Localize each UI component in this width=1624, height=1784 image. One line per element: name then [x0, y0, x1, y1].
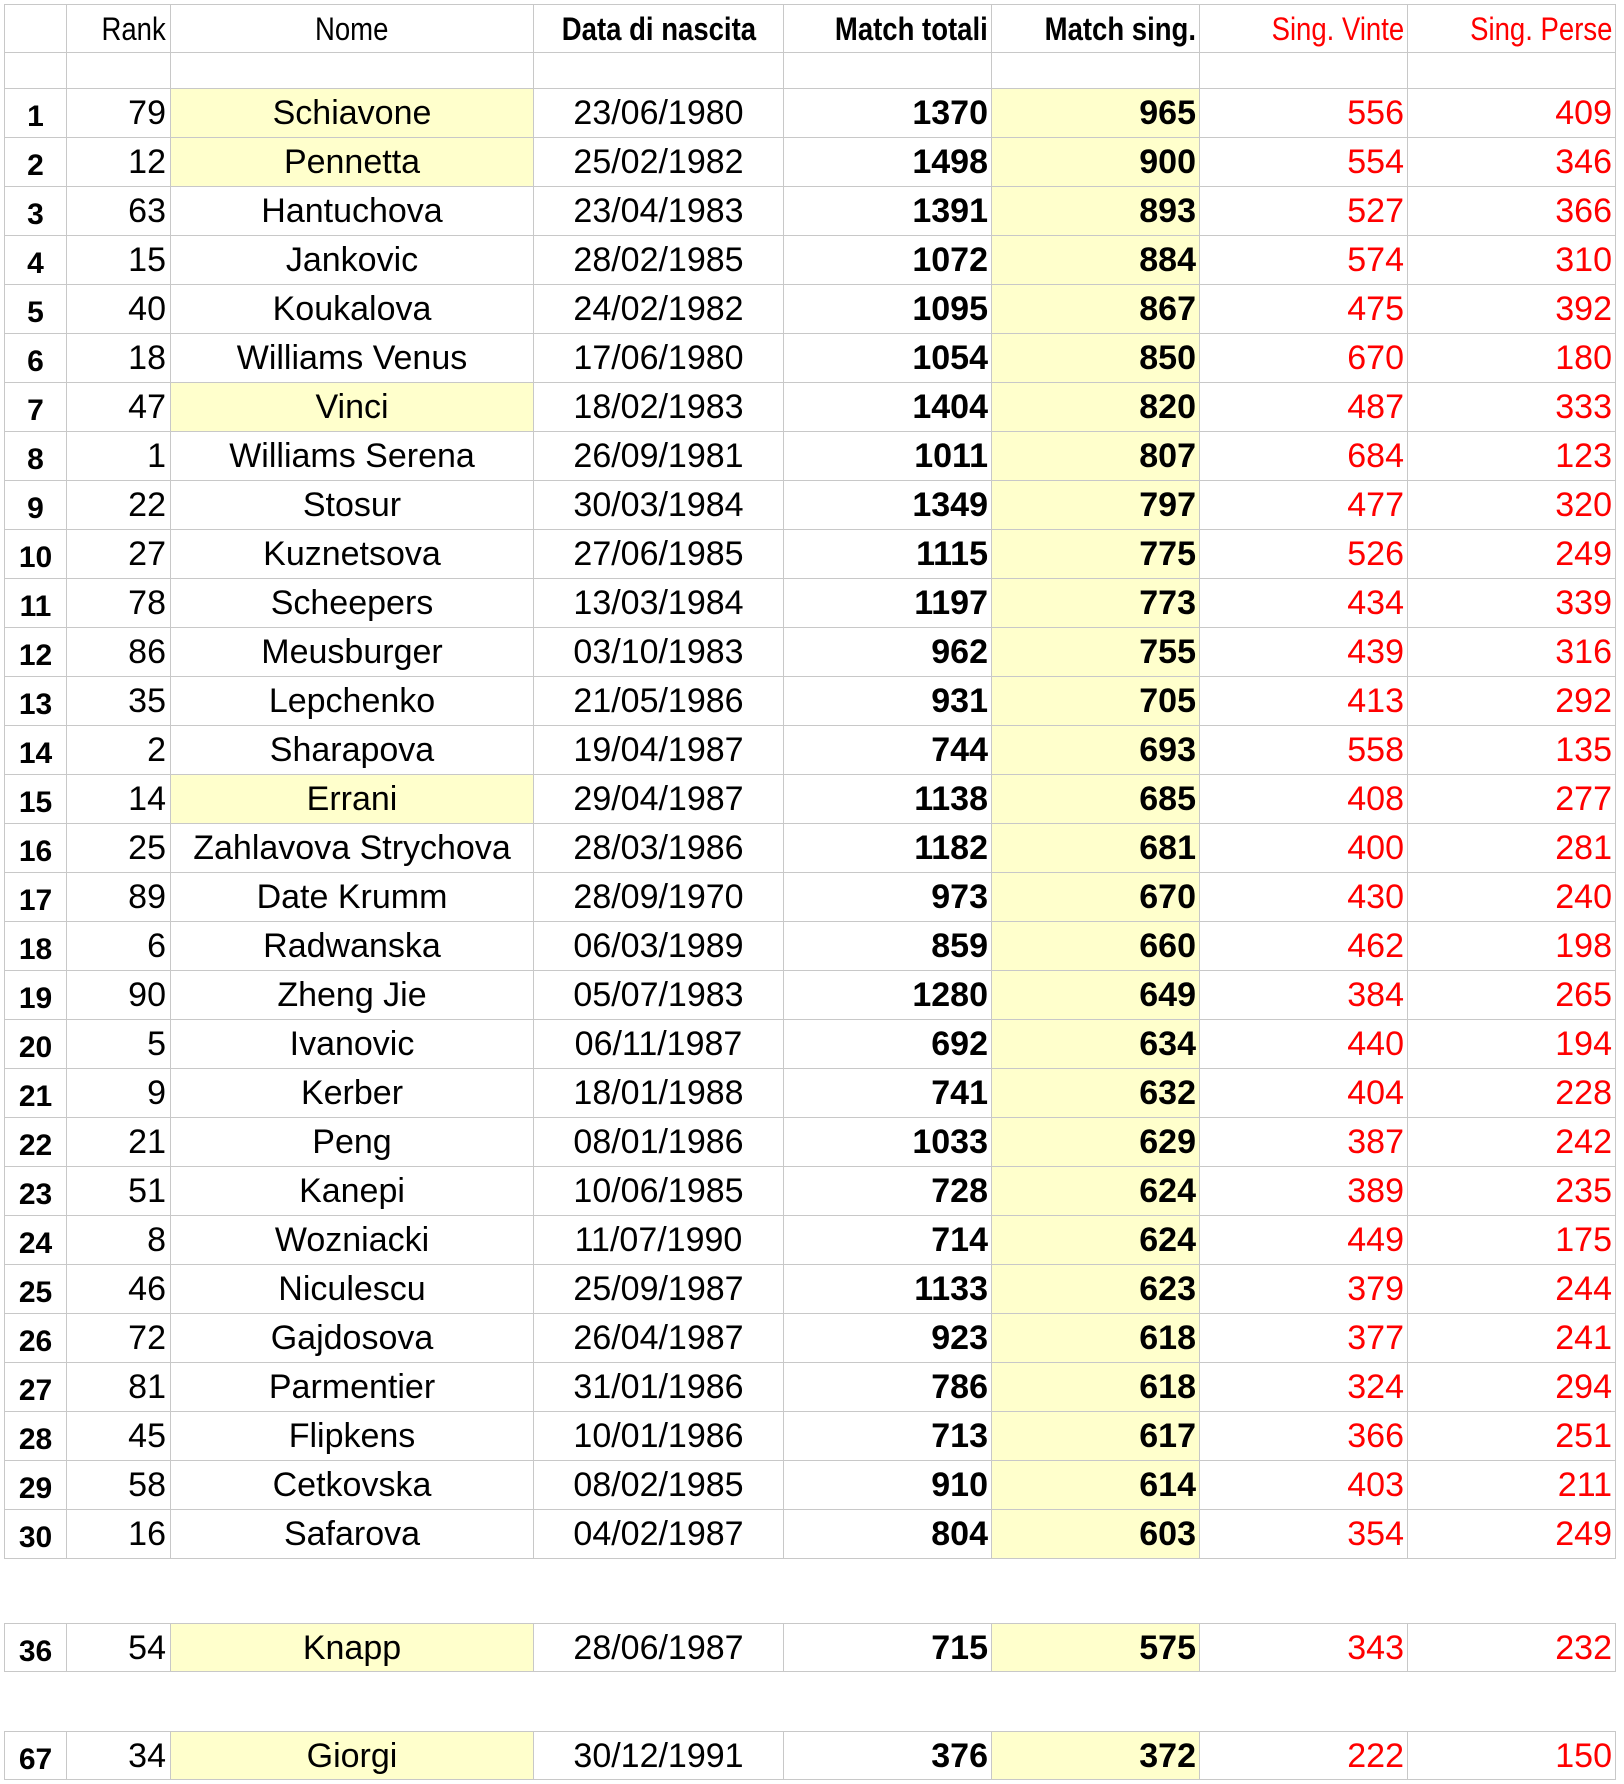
match-totali-cell[interactable]: 1033: [784, 1118, 992, 1167]
name-cell[interactable]: Pennetta: [171, 138, 534, 187]
row-index[interactable]: 30: [4, 1510, 67, 1559]
name-cell[interactable]: Zahlavova Strychova: [171, 824, 534, 873]
sing-perse-cell[interactable]: 244: [1408, 1265, 1616, 1314]
name-cell[interactable]: Ivanovic: [171, 1020, 534, 1069]
header-rank[interactable]: [67, 4, 171, 53]
rank-cell[interactable]: 14: [67, 775, 171, 824]
sing-perse-cell[interactable]: 409: [1408, 89, 1616, 138]
match-totali-cell[interactable]: 859: [784, 922, 992, 971]
row-index[interactable]: 67: [4, 1731, 67, 1780]
match-sing-cell[interactable]: 649: [992, 971, 1200, 1020]
sing-perse-cell[interactable]: 281: [1408, 824, 1616, 873]
rank-cell[interactable]: 8: [67, 1216, 171, 1265]
blank-cell[interactable]: [992, 53, 1200, 89]
sing-perse-cell[interactable]: 180: [1408, 334, 1616, 383]
row-index[interactable]: 23: [4, 1167, 67, 1216]
row-index[interactable]: 26: [4, 1314, 67, 1363]
sing-vinte-cell[interactable]: 670: [1200, 334, 1408, 383]
name-cell[interactable]: Peng: [171, 1118, 534, 1167]
sing-perse-cell[interactable]: 366: [1408, 187, 1616, 236]
match-totali-cell[interactable]: 1011: [784, 432, 992, 481]
sing-vinte-cell[interactable]: 554: [1200, 138, 1408, 187]
birthdate-cell[interactable]: 29/04/1987: [534, 775, 784, 824]
rank-cell[interactable]: 51: [67, 1167, 171, 1216]
birthdate-cell[interactable]: 18/02/1983: [534, 383, 784, 432]
row-index[interactable]: 14: [4, 726, 67, 775]
match-sing-cell[interactable]: 618: [992, 1314, 1200, 1363]
sing-vinte-cell[interactable]: 462: [1200, 922, 1408, 971]
name-cell[interactable]: Lepchenko: [171, 677, 534, 726]
match-sing-cell[interactable]: 614: [992, 1461, 1200, 1510]
birthdate-cell[interactable]: 03/10/1983: [534, 628, 784, 677]
header-match-totali[interactable]: [784, 4, 992, 53]
sing-perse-cell[interactable]: 235: [1408, 1167, 1616, 1216]
name-cell[interactable]: Parmentier: [171, 1363, 534, 1412]
rank-cell[interactable]: 16: [67, 1510, 171, 1559]
rank-cell[interactable]: 35: [67, 677, 171, 726]
name-cell[interactable]: Jankovic: [171, 236, 534, 285]
match-totali-cell[interactable]: 786: [784, 1363, 992, 1412]
name-cell[interactable]: Scheepers: [171, 579, 534, 628]
match-totali-cell[interactable]: 1404: [784, 383, 992, 432]
sing-perse-cell[interactable]: 242: [1408, 1118, 1616, 1167]
sing-vinte-cell[interactable]: 343: [1200, 1623, 1408, 1672]
birthdate-cell[interactable]: 27/06/1985: [534, 530, 784, 579]
rank-cell[interactable]: 22: [67, 481, 171, 530]
sing-vinte-cell[interactable]: 389: [1200, 1167, 1408, 1216]
sing-perse-cell[interactable]: 339: [1408, 579, 1616, 628]
match-sing-cell[interactable]: 900: [992, 138, 1200, 187]
row-index[interactable]: 18: [4, 922, 67, 971]
header-match-sing[interactable]: [992, 4, 1200, 53]
sing-perse-cell[interactable]: 150: [1408, 1731, 1616, 1780]
blank-cell[interactable]: [67, 53, 171, 89]
row-index[interactable]: 2: [4, 138, 67, 187]
sing-vinte-cell[interactable]: 379: [1200, 1265, 1408, 1314]
rank-cell[interactable]: 15: [67, 236, 171, 285]
match-sing-cell[interactable]: 705: [992, 677, 1200, 726]
header-sing-perse[interactable]: [1408, 4, 1616, 53]
birthdate-cell[interactable]: 25/09/1987: [534, 1265, 784, 1314]
row-index[interactable]: 15: [4, 775, 67, 824]
birthdate-cell[interactable]: 23/06/1980: [534, 89, 784, 138]
match-totali-cell[interactable]: 1349: [784, 481, 992, 530]
match-totali-cell[interactable]: 1197: [784, 579, 992, 628]
match-totali-cell[interactable]: 1072: [784, 236, 992, 285]
match-sing-cell[interactable]: 624: [992, 1167, 1200, 1216]
match-totali-cell[interactable]: 1498: [784, 138, 992, 187]
sing-vinte-cell[interactable]: 222: [1200, 1731, 1408, 1780]
row-index[interactable]: 19: [4, 971, 67, 1020]
name-cell[interactable]: Wozniacki: [171, 1216, 534, 1265]
sing-vinte-cell[interactable]: 354: [1200, 1510, 1408, 1559]
sing-vinte-cell[interactable]: 400: [1200, 824, 1408, 873]
row-index[interactable]: 10: [4, 530, 67, 579]
birthdate-cell[interactable]: 19/04/1987: [534, 726, 784, 775]
sing-perse-cell[interactable]: 241: [1408, 1314, 1616, 1363]
row-index[interactable]: 6: [4, 334, 67, 383]
header-nome-label: Nome: [315, 11, 389, 47]
sing-vinte-cell[interactable]: 487: [1200, 383, 1408, 432]
rank-cell[interactable]: 40: [67, 285, 171, 334]
match-sing-cell[interactable]: 773: [992, 579, 1200, 628]
birthdate-cell[interactable]: 04/02/1987: [534, 1510, 784, 1559]
name-cell[interactable]: Zheng Jie: [171, 971, 534, 1020]
match-sing-cell[interactable]: 867: [992, 285, 1200, 334]
birthdate-cell[interactable]: 06/11/1987: [534, 1020, 784, 1069]
birthdate-cell[interactable]: 28/02/1985: [534, 236, 784, 285]
match-totali-cell[interactable]: 804: [784, 1510, 992, 1559]
rank-cell[interactable]: 5: [67, 1020, 171, 1069]
birthdate-cell[interactable]: 21/05/1986: [534, 677, 784, 726]
sing-perse-cell[interactable]: 346: [1408, 138, 1616, 187]
birthdate-cell[interactable]: 08/02/1985: [534, 1461, 784, 1510]
birthdate-cell[interactable]: 10/01/1986: [534, 1412, 784, 1461]
header-nome[interactable]: [171, 4, 534, 53]
rank-cell[interactable]: 12: [67, 138, 171, 187]
match-sing-cell[interactable]: 603: [992, 1510, 1200, 1559]
match-sing-cell[interactable]: 850: [992, 334, 1200, 383]
birthdate-cell[interactable]: 13/03/1984: [534, 579, 784, 628]
rank-cell[interactable]: 81: [67, 1363, 171, 1412]
row-index[interactable]: 4: [4, 236, 67, 285]
row-index[interactable]: 17: [4, 873, 67, 922]
birthdate-cell[interactable]: 28/06/1987: [534, 1623, 784, 1672]
birthdate-cell[interactable]: 26/09/1981: [534, 432, 784, 481]
header-sing-perse-label: Sing. Perse: [1469, 11, 1612, 47]
match-sing-cell[interactable]: 807: [992, 432, 1200, 481]
header-sing-vinte-label: Sing. Vinte: [1271, 11, 1404, 47]
name-cell[interactable]: Meusburger: [171, 628, 534, 677]
match-totali-cell[interactable]: 1115: [784, 530, 992, 579]
birthdate-cell[interactable]: 08/01/1986: [534, 1118, 784, 1167]
name-cell[interactable]: Errani: [171, 775, 534, 824]
blank-cell[interactable]: [1200, 53, 1408, 89]
header-index[interactable]: [4, 4, 67, 53]
row-index[interactable]: 13: [4, 677, 67, 726]
sing-perse-cell[interactable]: 194: [1408, 1020, 1616, 1069]
match-sing-cell[interactable]: 775: [992, 530, 1200, 579]
name-cell[interactable]: Williams Serena: [171, 432, 534, 481]
sing-perse-cell[interactable]: 175: [1408, 1216, 1616, 1265]
row-index[interactable]: 11: [4, 579, 67, 628]
rank-cell[interactable]: 72: [67, 1314, 171, 1363]
name-cell[interactable]: Koukalova: [171, 285, 534, 334]
match-sing-cell[interactable]: 624: [992, 1216, 1200, 1265]
rank-cell[interactable]: 25: [67, 824, 171, 873]
name-cell[interactable]: Kuznetsova: [171, 530, 534, 579]
sing-perse-cell[interactable]: 123: [1408, 432, 1616, 481]
rank-cell[interactable]: 89: [67, 873, 171, 922]
sing-perse-cell[interactable]: 316: [1408, 628, 1616, 677]
name-cell[interactable]: Kerber: [171, 1069, 534, 1118]
match-totali-cell[interactable]: 741: [784, 1069, 992, 1118]
rank-cell[interactable]: 54: [67, 1623, 171, 1672]
rank-cell[interactable]: 27: [67, 530, 171, 579]
rank-cell[interactable]: 2: [67, 726, 171, 775]
rank-cell[interactable]: 47: [67, 383, 171, 432]
name-cell[interactable]: Flipkens: [171, 1412, 534, 1461]
match-totali-cell[interactable]: 714: [784, 1216, 992, 1265]
name-cell[interactable]: Sharapova: [171, 726, 534, 775]
name-cell[interactable]: Knapp: [171, 1623, 534, 1672]
match-totali-cell[interactable]: 973: [784, 873, 992, 922]
birthdate-cell[interactable]: 28/03/1986: [534, 824, 784, 873]
row-index[interactable]: 1: [4, 89, 67, 138]
rank-cell[interactable]: 63: [67, 187, 171, 236]
match-sing-cell[interactable]: 634: [992, 1020, 1200, 1069]
name-cell[interactable]: Cetkovska: [171, 1461, 534, 1510]
match-totali-cell[interactable]: 1182: [784, 824, 992, 873]
row-index[interactable]: 8: [4, 432, 67, 481]
row-index[interactable]: 20: [4, 1020, 67, 1069]
name-cell[interactable]: Schiavone: [171, 89, 534, 138]
sing-perse-cell[interactable]: 392: [1408, 285, 1616, 334]
match-sing-cell[interactable]: 755: [992, 628, 1200, 677]
rank-cell[interactable]: 9: [67, 1069, 171, 1118]
sing-perse-cell[interactable]: 211: [1408, 1461, 1616, 1510]
sing-vinte-cell[interactable]: 434: [1200, 579, 1408, 628]
row-index[interactable]: 5: [4, 285, 67, 334]
sing-perse-cell[interactable]: 251: [1408, 1412, 1616, 1461]
sing-vinte-cell[interactable]: 387: [1200, 1118, 1408, 1167]
sing-perse-cell[interactable]: 249: [1408, 1510, 1616, 1559]
row-index[interactable]: 36: [4, 1623, 67, 1672]
match-totali-cell[interactable]: 931: [784, 677, 992, 726]
rank-cell[interactable]: 1: [67, 432, 171, 481]
name-cell[interactable]: Kanepi: [171, 1167, 534, 1216]
blank-cell[interactable]: [171, 53, 534, 89]
rank-cell[interactable]: 18: [67, 334, 171, 383]
header-rank-label: Rank: [101, 11, 166, 47]
row-index[interactable]: 28: [4, 1412, 67, 1461]
row-index[interactable]: 22: [4, 1118, 67, 1167]
match-sing-cell[interactable]: 629: [992, 1118, 1200, 1167]
name-cell[interactable]: Stosur: [171, 481, 534, 530]
birthdate-cell[interactable]: 17/06/1980: [534, 334, 784, 383]
name-cell[interactable]: Niculescu: [171, 1265, 534, 1314]
birthdate-cell[interactable]: 30/12/1991: [534, 1731, 784, 1780]
sing-vinte-cell[interactable]: 526: [1200, 530, 1408, 579]
blank-cell[interactable]: [534, 53, 784, 89]
match-totali-cell[interactable]: 1391: [784, 187, 992, 236]
match-sing-cell[interactable]: 632: [992, 1069, 1200, 1118]
rank-cell[interactable]: 21: [67, 1118, 171, 1167]
birthdate-cell[interactable]: 06/03/1989: [534, 922, 784, 971]
match-totali-cell[interactable]: 1138: [784, 775, 992, 824]
blank-cell[interactable]: [784, 53, 992, 89]
name-cell[interactable]: Williams Venus: [171, 334, 534, 383]
birthdate-cell[interactable]: 18/01/1988: [534, 1069, 784, 1118]
row-index[interactable]: 27: [4, 1363, 67, 1412]
match-sing-cell[interactable]: 965: [992, 89, 1200, 138]
match-sing-cell[interactable]: 617: [992, 1412, 1200, 1461]
header-match-sing-label: Match sing.: [1044, 11, 1196, 47]
blank-cell[interactable]: [1408, 53, 1616, 89]
rank-cell[interactable]: 79: [67, 89, 171, 138]
sing-vinte-cell[interactable]: 403: [1200, 1461, 1408, 1510]
sing-vinte-cell[interactable]: 449: [1200, 1216, 1408, 1265]
sing-vinte-cell[interactable]: 366: [1200, 1412, 1408, 1461]
row-index[interactable]: 3: [4, 187, 67, 236]
sing-vinte-cell[interactable]: 440: [1200, 1020, 1408, 1069]
match-sing-cell[interactable]: 618: [992, 1363, 1200, 1412]
sing-perse-cell[interactable]: 294: [1408, 1363, 1616, 1412]
sing-vinte-cell[interactable]: 527: [1200, 187, 1408, 236]
sing-vinte-cell[interactable]: 556: [1200, 89, 1408, 138]
match-totali-cell[interactable]: 1095: [784, 285, 992, 334]
sing-vinte-cell[interactable]: 475: [1200, 285, 1408, 334]
rank-cell[interactable]: 46: [67, 1265, 171, 1314]
blank-cell[interactable]: [4, 53, 67, 89]
sing-perse-cell[interactable]: 135: [1408, 726, 1616, 775]
match-sing-cell[interactable]: 884: [992, 236, 1200, 285]
birthdate-cell[interactable]: 31/01/1986: [534, 1363, 784, 1412]
row-index[interactable]: 29: [4, 1461, 67, 1510]
match-sing-cell[interactable]: 681: [992, 824, 1200, 873]
match-sing-cell[interactable]: 693: [992, 726, 1200, 775]
rank-cell[interactable]: 45: [67, 1412, 171, 1461]
row-index[interactable]: 12: [4, 628, 67, 677]
match-sing-cell[interactable]: 670: [992, 873, 1200, 922]
match-sing-cell[interactable]: 575: [992, 1623, 1200, 1672]
match-totali-cell[interactable]: 728: [784, 1167, 992, 1216]
name-cell[interactable]: Date Krumm: [171, 873, 534, 922]
sing-vinte-cell[interactable]: 684: [1200, 432, 1408, 481]
match-sing-cell[interactable]: 623: [992, 1265, 1200, 1314]
match-totali-cell[interactable]: 715: [784, 1623, 992, 1672]
birthdate-cell[interactable]: 30/03/1984: [534, 481, 784, 530]
sing-vinte-cell[interactable]: 408: [1200, 775, 1408, 824]
rank-cell[interactable]: 86: [67, 628, 171, 677]
name-cell[interactable]: Vinci: [171, 383, 534, 432]
sing-perse-cell[interactable]: 310: [1408, 236, 1616, 285]
row-index[interactable]: 7: [4, 383, 67, 432]
rank-cell[interactable]: 58: [67, 1461, 171, 1510]
match-sing-cell[interactable]: 685: [992, 775, 1200, 824]
sing-perse-cell[interactable]: 228: [1408, 1069, 1616, 1118]
row-index[interactable]: 16: [4, 824, 67, 873]
match-sing-cell[interactable]: 660: [992, 922, 1200, 971]
sing-vinte-cell[interactable]: 430: [1200, 873, 1408, 922]
match-totali-cell[interactable]: 923: [784, 1314, 992, 1363]
row-index[interactable]: 25: [4, 1265, 67, 1314]
birthdate-cell[interactable]: 23/04/1983: [534, 187, 784, 236]
match-totali-cell[interactable]: 744: [784, 726, 992, 775]
header-data-nascita-label: Data di nascita: [561, 11, 756, 47]
birthdate-cell[interactable]: 26/04/1987: [534, 1314, 784, 1363]
sing-vinte-cell[interactable]: 377: [1200, 1314, 1408, 1363]
rank-cell[interactable]: 90: [67, 971, 171, 1020]
match-totali-cell[interactable]: 1133: [784, 1265, 992, 1314]
row-index[interactable]: 9: [4, 481, 67, 530]
sing-vinte-cell[interactable]: 558: [1200, 726, 1408, 775]
sing-vinte-cell[interactable]: 404: [1200, 1069, 1408, 1118]
sing-vinte-cell[interactable]: 384: [1200, 971, 1408, 1020]
sing-vinte-cell[interactable]: 324: [1200, 1363, 1408, 1412]
sing-perse-cell[interactable]: 277: [1408, 775, 1616, 824]
sing-perse-cell[interactable]: 198: [1408, 922, 1616, 971]
header-data-nascita[interactable]: [534, 4, 784, 53]
sing-perse-cell[interactable]: 292: [1408, 677, 1616, 726]
sing-perse-cell[interactable]: 232: [1408, 1623, 1616, 1672]
header-sing-vinte[interactable]: [1200, 4, 1408, 53]
birthdate-cell[interactable]: 11/07/1990: [534, 1216, 784, 1265]
sing-vinte-cell[interactable]: 413: [1200, 677, 1408, 726]
match-totali-cell[interactable]: 910: [784, 1461, 992, 1510]
sing-perse-cell[interactable]: 320: [1408, 481, 1616, 530]
sing-perse-cell[interactable]: 265: [1408, 971, 1616, 1020]
name-cell[interactable]: Safarova: [171, 1510, 534, 1559]
birthdate-cell[interactable]: 28/09/1970: [534, 873, 784, 922]
birthdate-cell[interactable]: 24/02/1982: [534, 285, 784, 334]
sing-vinte-cell[interactable]: 477: [1200, 481, 1408, 530]
match-sing-cell[interactable]: 820: [992, 383, 1200, 432]
match-sing-cell[interactable]: 797: [992, 481, 1200, 530]
sing-vinte-cell[interactable]: 439: [1200, 628, 1408, 677]
rank-cell[interactable]: 78: [67, 579, 171, 628]
birthdate-cell[interactable]: 05/07/1983: [534, 971, 784, 1020]
rank-cell[interactable]: 6: [67, 922, 171, 971]
row-index[interactable]: 24: [4, 1216, 67, 1265]
birthdate-cell[interactable]: 25/02/1982: [534, 138, 784, 187]
name-cell[interactable]: Hantuchova: [171, 187, 534, 236]
header-match-totali-label: Match totali: [835, 11, 988, 47]
sing-vinte-cell[interactable]: 574: [1200, 236, 1408, 285]
match-totali-cell[interactable]: 1054: [784, 334, 992, 383]
match-totali-cell[interactable]: 962: [784, 628, 992, 677]
sing-perse-cell[interactable]: 240: [1408, 873, 1616, 922]
sing-perse-cell[interactable]: 333: [1408, 383, 1616, 432]
row-index[interactable]: 21: [4, 1069, 67, 1118]
match-sing-cell[interactable]: 893: [992, 187, 1200, 236]
name-cell[interactable]: Gajdosova: [171, 1314, 534, 1363]
match-sing-cell[interactable]: 372: [992, 1731, 1200, 1780]
match-totali-cell[interactable]: 1280: [784, 971, 992, 1020]
match-totali-cell[interactable]: 376: [784, 1731, 992, 1780]
birthdate-cell[interactable]: 10/06/1985: [534, 1167, 784, 1216]
sing-perse-cell[interactable]: 249: [1408, 530, 1616, 579]
match-totali-cell[interactable]: 692: [784, 1020, 992, 1069]
rank-cell[interactable]: 34: [67, 1731, 171, 1780]
match-totali-cell[interactable]: 713: [784, 1412, 992, 1461]
name-cell[interactable]: Radwanska: [171, 922, 534, 971]
match-totali-cell[interactable]: 1370: [784, 89, 992, 138]
name-cell[interactable]: Giorgi: [171, 1731, 534, 1780]
